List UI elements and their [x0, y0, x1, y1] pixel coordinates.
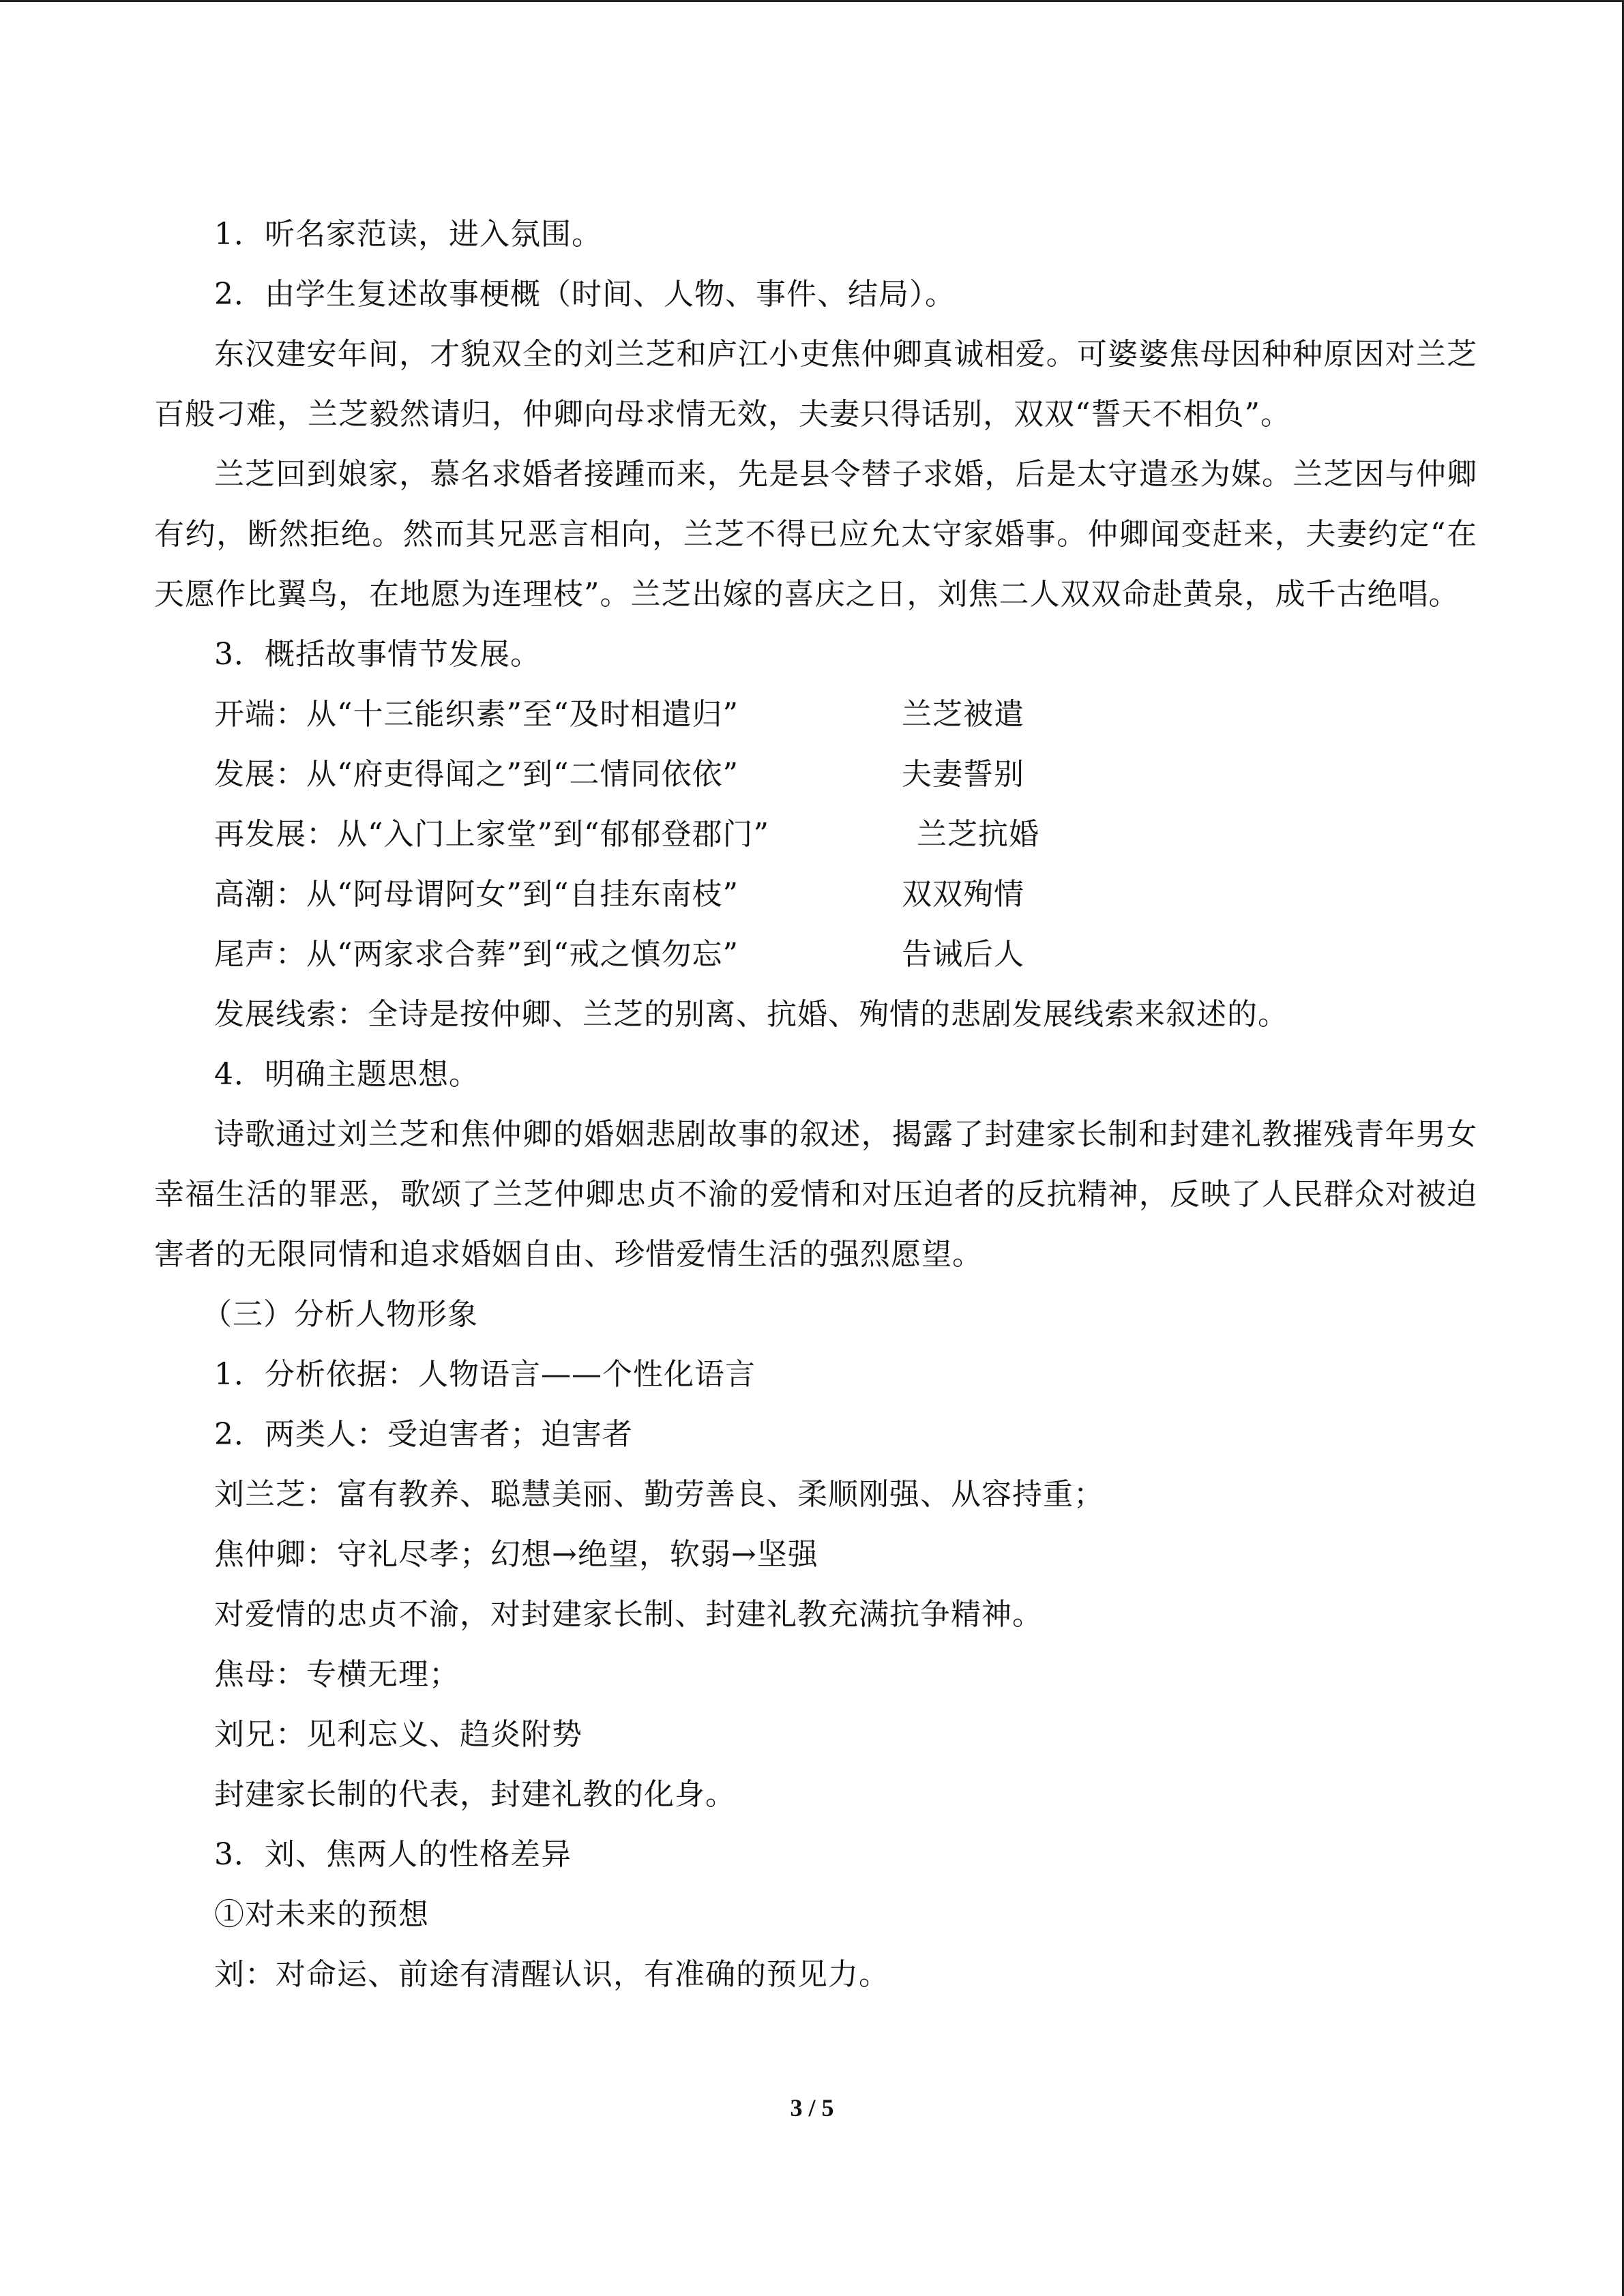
character-line: ①对未来的预想 — [214, 1897, 429, 1932]
document-page — [154, 205, 1477, 2005]
character-line: 1．分析依据：人物语言——个性化语言 — [214, 1357, 756, 1392]
theme-paragraph: 诗歌通过刘兰芝和焦仲卿的婚姻悲剧故事的叙述，揭露了封建家长制和封建礼教摧残青年男女幸福生活的罪恶，歌颂了兰芝仲卿忠贞不渝的爱情和对压迫者的反抗精神，反映了人民群众对被迫害者的无限同情和追求婚姻自由、珍惜爱情生活的强烈愿望。 — [154, 1117, 1477, 1272]
plot-stage-label: 高潮：从“阿母谓阿女”到“自挂东南枝” — [214, 877, 739, 912]
plot-stage-result: 告诫后人 — [902, 937, 1024, 972]
step-listen-reading: 1．听名家范读，进入氛围。 — [214, 217, 602, 252]
plot-stage-row — [154, 745, 1477, 805]
character-line: 刘：对命运、前途有清醒认识，有准确的预见力。 — [214, 1957, 889, 1992]
character-line: 刘兄：见利忘义、趋炎附势 — [214, 1717, 582, 1752]
plot-stage-result: 兰芝被遣 — [902, 697, 1024, 732]
character-line: 对爱情的忠贞不渝，对封建家长制、封建礼教充满抗争精神。 — [214, 1597, 1043, 1632]
plot-stage-result: 夫妻誓别 — [902, 757, 1024, 792]
plot-stage-row — [154, 865, 1477, 925]
plot-stage-row — [154, 685, 1477, 745]
character-line: 3．刘、焦两人的性格差异 — [214, 1837, 572, 1872]
plot-stage-row — [154, 805, 1477, 865]
plot-stage-result: 兰芝抗婚 — [917, 817, 1039, 852]
story-summary-paragraph-1: 东汉建安年间，才貌双全的刘兰芝和庐江小吏焦仲卿真诚相爱。可婆婆焦母因种种原因对兰芝百般刁难，兰芝毅然请归，仲卿向母求情无效，夫妻只得话别，双双“誓天不相负”。 — [154, 337, 1477, 432]
development-clue: 发展线索：全诗是按仲卿、兰芝的别离、抗婚、殉情的悲剧发展线索来叙述的。 — [214, 997, 1288, 1032]
plot-stage-label: 发展：从“府吏得闻之”到“二情同依依” — [214, 757, 739, 792]
top-border-line — [0, 0, 1624, 2]
plot-heading: 3．概括故事情节发展。 — [214, 637, 541, 672]
page-number: 3 / 5 — [790, 2094, 834, 2121]
plot-stage-label: 尾声：从“两家求合葬”到“戒之慎勿忘” — [214, 937, 739, 972]
character-line: 焦母：专横无理； — [214, 1657, 460, 1692]
story-summary-paragraph-2: 兰芝回到娘家，慕名求婚者接踵而来，先是县令替子求婚，后是太守遣丞为媒。兰芝因与仲卿有约，断然拒绝。然而其兄恶言相向，兰芝不得已应允太守家婚事。仲卿闻变赶来，夫妻约定“在天愿作比翼鸟，在地愿为连理枝”。兰芝出嫁的喜庆之日，刘焦二人双双命赴黄泉，成千古绝唱。 — [154, 457, 1477, 612]
character-line: 刘兰芝：富有教养、聪慧美丽、勤劳善良、柔顺刚强、从容持重； — [214, 1477, 1104, 1512]
character-line: 2．两类人：受迫害者；迫害者 — [214, 1417, 633, 1452]
plot-stage-label: 开端：从“十三能织素”至“及时相遣归” — [214, 697, 739, 732]
character-line: 封建家长制的代表，封建礼教的化身。 — [214, 1777, 736, 1812]
section-heading-characters: （三）分析人物形象 — [202, 1297, 478, 1332]
step-retell-story: 2．由学生复述故事梗概（时间、人物、事件、结局）。 — [214, 277, 956, 312]
plot-stage-label: 再发展：从“入门上家堂”到“郁郁登郡门” — [214, 817, 769, 852]
theme-heading: 4．明确主题思想。 — [214, 1057, 479, 1092]
plot-stage-row — [154, 925, 1477, 985]
character-line: 焦仲卿：守礼尽孝；幻想→绝望，软弱→坚强 — [214, 1537, 818, 1572]
plot-stage-result: 双双殉情 — [902, 877, 1024, 912]
